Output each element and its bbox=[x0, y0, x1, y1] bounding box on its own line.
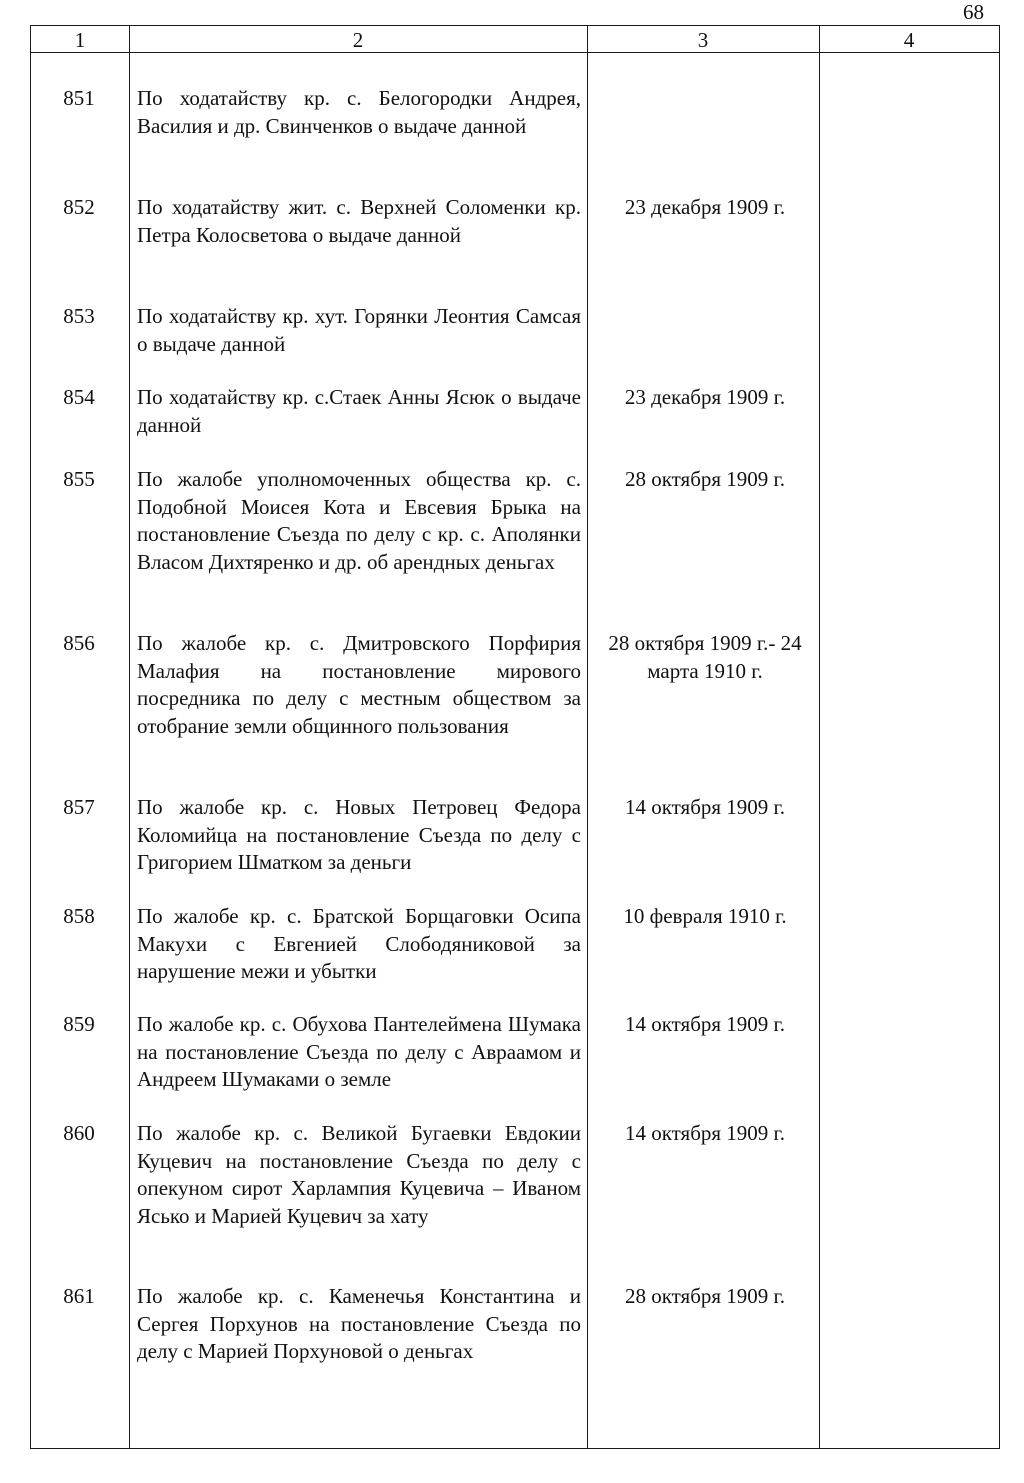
entry-number: 857 bbox=[63, 795, 95, 819]
entry-number: 852 bbox=[63, 195, 95, 219]
entry-date: 14 октября 1909 г. bbox=[624, 795, 786, 819]
register-table bbox=[30, 25, 1000, 1449]
column-header-1: 1 bbox=[74, 28, 86, 52]
entry-date: 23 декабря 1909 г. bbox=[624, 195, 786, 219]
entry-description: По ходатайству кр. хут. Горянки Леонтия Самсая о выдаче данной bbox=[137, 304, 581, 356]
entry-date: 28 октября 1909 г. bbox=[624, 467, 786, 491]
entry-number: 853 bbox=[63, 304, 95, 328]
entry-date: 23 декабря 1909 г. bbox=[624, 385, 786, 409]
column-header-2: 2 bbox=[352, 28, 364, 52]
entry-description: По жалобе кр. с. Братской Борщаговки Осипа Макухи с Евгенией Слободяниковой за нарушение межи и убытки bbox=[137, 904, 581, 983]
column-divider-2 bbox=[587, 26, 588, 1448]
column-divider-3 bbox=[819, 26, 820, 1448]
entry-number: 851 bbox=[63, 86, 95, 110]
entry-date: 14 октября 1909 г. bbox=[624, 1121, 786, 1145]
column-header-3: 3 bbox=[697, 28, 709, 52]
entry-description: По жалобе кр. с. Обухова Пантелеймена Шумака на постановление Съезда по делу с Авраамом и Андреем Шумаками о земле bbox=[137, 1012, 581, 1091]
entry-description: По ходатайству кр. с. Белогородки Андрея, Василия и др. Свинченков о выдаче данной bbox=[137, 86, 581, 138]
entry-description: По жалобе кр. с. Дмитровского Порфирия Малафия на постановление мирового посредника по делу с местным обществом за отобрание земли общинного пользования bbox=[137, 631, 581, 738]
entry-number: 859 bbox=[63, 1012, 95, 1036]
entry-date: 14 октября 1909 г. bbox=[624, 1012, 786, 1036]
entry-number: 855 bbox=[63, 467, 95, 491]
entry-date: 28 октября 1909 г. bbox=[624, 1284, 786, 1308]
entry-number: 860 bbox=[63, 1121, 95, 1145]
entry-number: 854 bbox=[63, 385, 95, 409]
entry-description: По жалобе кр. с. Великой Бугаевки Евдокии Куцевич на постановление Съезда по делу с опекуном сирот Харлампия Куцевича – Иваном Ясько и Марией Куцевич за хату bbox=[137, 1121, 581, 1228]
entry-description: По жалобе кр. с. Каменечья Константина и Сергея Порхунов на постановление Съезда по делу с Марией Порхуновой о деньгах bbox=[137, 1284, 581, 1363]
entry-number: 856 bbox=[63, 631, 95, 655]
page-number: 68 bbox=[963, 0, 984, 24]
entry-description: По ходатайству кр. с.Стаек Анны Ясюк о выдаче данной bbox=[137, 385, 581, 437]
entry-description: По ходатайству жит. с. Верхней Соломенки кр. Петра Колосветова о выдаче данной bbox=[137, 195, 581, 247]
entry-number: 861 bbox=[63, 1284, 95, 1308]
entry-date: 28 октября 1909 г.- 24 марта 1910 г. bbox=[608, 631, 802, 683]
entry-date: 10 февраля 1910 г. bbox=[623, 904, 787, 928]
entry-description: По жалобе кр. с. Новых Петровец Федора Коломийца на постановление Съезда по делу с Григорием Шматком за деньги bbox=[137, 795, 581, 874]
entry-description: По жалобе уполномоченных общества кр. с. Подобной Моисея Кота и Евсевия Брыка на постановление Съезда по делу с кр. с. Аполянки Власом Дихтяренко и др. об арендных деньгах bbox=[137, 467, 581, 574]
column-divider-1 bbox=[129, 26, 130, 1448]
column-header-4: 4 bbox=[903, 28, 915, 52]
entry-number: 858 bbox=[63, 904, 95, 928]
